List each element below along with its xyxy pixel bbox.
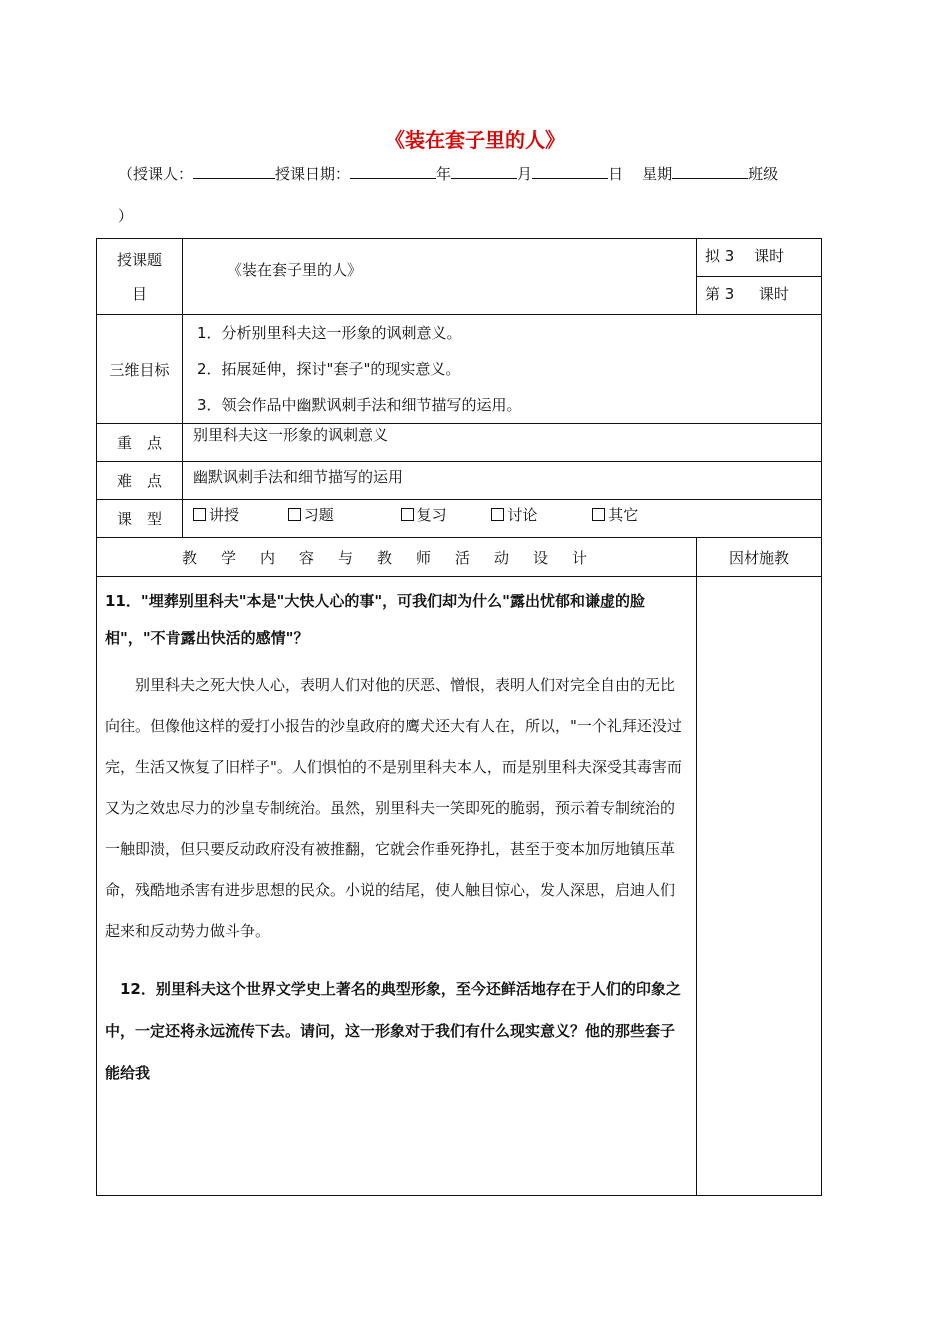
type-option-other[interactable]: 其它 — [592, 504, 638, 525]
page-title: 《装在套子里的人》 — [385, 128, 565, 152]
topic-label-2: 目 — [131, 285, 147, 303]
answer-11: 别里科夫之死大快人心，表明人们对他的厌恶、憎恨，表明人们对完全自由的无比向往。但像他这样的爱打小报告的沙皇政府的鹰犬还大有人在，所以，"一个礼拜还没过完，生活又恢复了旧样子"。人们惧怕的不是别里科夫本人，而是别里科夫深受其毒害而又为之效忠尽力的沙皇专制统治。虽然，别里科夫一笑即死的脆弱，预示着专制统治的一触即溃，但只要反动政府没有被推翻，它就会作垂死挣扎，甚至于变本加厉地镇压革命，残酷地杀害有进步思想的民众。小说的结尾，使人触目惊心，发人深思，启迪人们起来和反动势力做斗争。 — [105, 676, 682, 940]
question-11: 11．"埋葬别里科夫"本是"大快人心的事"，可我们却为什么"露出忧郁和谦虚的脸相"，"不肯露出快活的感情"？ — [105, 592, 645, 647]
checkbox-icon[interactable] — [592, 508, 605, 521]
lesson-table — [96, 238, 822, 1196]
header-close: ） — [118, 207, 134, 225]
difficult-point-label: 难 点 — [97, 462, 183, 500]
goal-item: 2．拓展延伸，探讨"套子"的现实意义。 — [197, 360, 461, 378]
checkbox-icon[interactable] — [491, 508, 504, 521]
question-12: 12．别里科夫这个世界文学史上著名的典型形象，至今还鲜活地存在于人们的印象之中，一定还将永远流传下去。请问，这一形象对于我们有什么现实意义？他的那些套子能给我 — [105, 980, 681, 1082]
weekday-blank[interactable] — [672, 162, 748, 179]
checkbox-icon[interactable] — [193, 508, 206, 521]
day-blank[interactable] — [532, 162, 608, 179]
type-option-exercise[interactable]: 习题 — [288, 504, 334, 525]
key-point-value: 别里科夫这一形象的讽刺意义 — [183, 424, 822, 462]
goal-item: 1．分析别里科夫这一形象的讽刺意义。 — [197, 324, 462, 342]
topic-value-cell — [183, 239, 697, 315]
teacher-label: （授课人： — [118, 165, 194, 183]
teacher-blank[interactable] — [193, 162, 275, 179]
current-hours: 第 3 课时 — [697, 277, 822, 315]
goal-item: 3．领会作品中幽默讽刺手法和细节描写的运用。 — [197, 396, 522, 414]
checkbox-icon[interactable] — [288, 508, 301, 521]
type-option-discussion[interactable]: 讨论 — [491, 504, 537, 525]
header-line — [118, 162, 840, 185]
key-point-label: 重 点 — [97, 424, 183, 462]
weekday-label: 星期 — [642, 165, 673, 183]
planned-hours: 拟 3 课时 — [697, 239, 822, 277]
topic-label-cell — [97, 239, 183, 315]
day-label: 日 — [608, 165, 624, 183]
year-label: 年 — [436, 165, 452, 183]
class-label: 班级 — [748, 165, 779, 183]
topic-label-1: 授课题 — [116, 251, 162, 269]
content-body — [97, 577, 697, 1196]
goals-cell — [183, 315, 822, 424]
goals-label: 三维目标 — [97, 315, 183, 424]
year-blank[interactable] — [350, 162, 436, 179]
topic-value: 《装在套子里的人》 — [227, 261, 363, 279]
adapt-header: 因材施教 — [697, 538, 822, 577]
date-label: 授课日期： — [275, 165, 351, 183]
type-option-review[interactable]: 复习 — [401, 504, 447, 525]
content-header: 教学内容与教师活动设计 — [97, 538, 697, 577]
lesson-type-options — [183, 500, 822, 538]
difficult-point-value: 幽默讽刺手法和细节描写的运用 — [183, 462, 822, 500]
month-label: 月 — [517, 165, 533, 183]
checkbox-icon[interactable] — [401, 508, 414, 521]
type-option-lecture[interactable]: 讲授 — [193, 504, 239, 525]
month-blank[interactable] — [451, 162, 517, 179]
lesson-type-label: 课 型 — [97, 500, 183, 538]
adapt-body — [697, 577, 822, 1196]
